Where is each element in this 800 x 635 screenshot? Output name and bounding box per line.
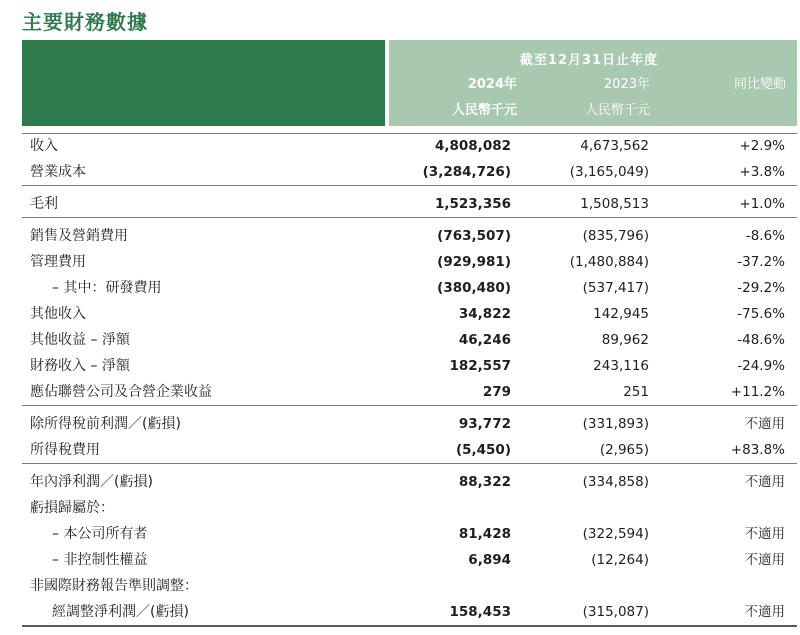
value-2023: (835,796) [582,228,649,244]
value-change: 不適用 [744,416,785,432]
value-change: +2.9% [739,138,785,154]
value-2024: 4,808,082 [434,138,511,154]
unit-2024: 人民幣千元 [451,103,517,118]
value-change: +1.0% [739,196,785,212]
value-2024: (3,284,726) [422,164,511,180]
value-change: -29.2% [737,280,785,296]
value-2023: 89,962 [601,332,649,348]
table-row [22,217,797,249]
row-label: 其他收益 – 淨額 [30,332,130,348]
value-2023: 4,673,562 [580,138,649,154]
value-2024: (380,480) [437,280,511,296]
value-2023: (315,087) [582,604,649,620]
value-2024: 46,246 [458,332,511,348]
value-2023: (334,858) [582,474,649,490]
table-row [22,463,797,495]
table-header-label-cell [22,40,385,126]
row-label: – 其中：研發費用 [52,280,162,296]
unit-2023: 人民幣千元 [584,103,650,118]
row-divider [22,185,797,186]
value-2023: (331,893) [582,416,649,432]
row-label: 銷售及營銷費用 [30,228,128,244]
value-2024: 93,772 [458,416,511,432]
value-2023: (2,965) [599,442,649,458]
col-header-2023: 2023年 [603,77,650,92]
value-2024: 81,428 [458,526,511,542]
value-2023: 243,116 [593,358,649,374]
table-row [22,133,797,159]
value-change: -37.2% [737,254,785,270]
value-change: +3.8% [739,164,785,180]
table-row [22,249,797,275]
row-divider [22,405,797,406]
table-row [22,573,797,599]
value-change: -75.6% [737,306,785,322]
row-label: 其他收入 [30,306,86,322]
col-header-change: 同比變動 [733,77,786,92]
table-row [22,275,797,301]
value-2024: 1,523,356 [434,196,511,212]
value-2023: (12,264) [591,552,649,568]
value-change: +83.8% [730,442,785,458]
table-row [22,159,797,185]
value-2023: (3,165,049) [569,164,649,180]
value-change: 不適用 [744,474,785,490]
value-2024: (5,450) [455,442,511,458]
value-2023: 1,508,513 [580,196,649,212]
table-row [22,379,797,405]
value-2023: 251 [623,384,649,400]
row-label: 非國際財務報告準則調整： [30,578,198,594]
value-change: 不適用 [744,526,785,542]
table-row [22,327,797,353]
table-row [22,599,797,625]
financial-table-body [22,133,797,627]
value-change: -48.6% [737,332,785,348]
row-label: 營業成本 [30,164,86,180]
value-2023: (1,480,884) [569,254,649,270]
row-label: 經調整淨利潤／(虧損) [52,604,189,620]
row-label: 毛利 [30,196,58,212]
row-label: 財務收入 – 淨額 [30,358,130,374]
value-2024: 279 [482,384,511,400]
row-label: – 非控制性權益 [52,552,148,568]
table-row [22,521,797,547]
value-2024: (763,507) [437,228,511,244]
row-label: 應佔聯營公司及合營企業收益 [30,384,212,400]
table-row [22,547,797,573]
row-divider [22,463,797,464]
value-2023: (322,594) [582,526,649,542]
period-header: 截至12月31日止年度 [519,53,659,68]
value-2023: 142,945 [593,306,649,322]
value-change: +11.2% [730,384,785,400]
row-label: 管理費用 [30,254,86,270]
row-label: 收入 [30,138,58,154]
row-label: 年內淨利潤／(虧損) [30,474,153,490]
table-row [22,301,797,327]
value-2024: 182,557 [449,358,511,374]
row-label: – 本公司所有者 [52,526,148,542]
value-2024: 88,322 [458,474,511,490]
row-divider [22,217,797,218]
table-row [22,437,797,463]
row-label: 虧損歸屬於： [30,500,114,516]
table-row [22,495,797,521]
row-label: 所得稅費用 [30,442,100,458]
value-2023: (537,417) [582,280,649,296]
row-label: 除所得稅前利潤／(虧損) [30,416,181,432]
col-header-2024: 2024年 [467,77,517,92]
table-row [22,353,797,379]
value-2024: (929,981) [437,254,511,270]
value-2024: 34,822 [458,306,511,322]
table-row [22,185,797,217]
value-2024: 6,894 [468,552,511,568]
value-change: -8.6% [745,228,785,244]
value-2024: 158,453 [449,604,511,620]
value-change: 不適用 [744,552,785,568]
value-change: -24.9% [737,358,785,374]
table-bottom-rule [22,625,797,627]
value-change: 不適用 [744,604,785,620]
table-row [22,405,797,437]
page-title: 主要財務數據 [22,10,148,34]
row-divider [22,133,797,134]
